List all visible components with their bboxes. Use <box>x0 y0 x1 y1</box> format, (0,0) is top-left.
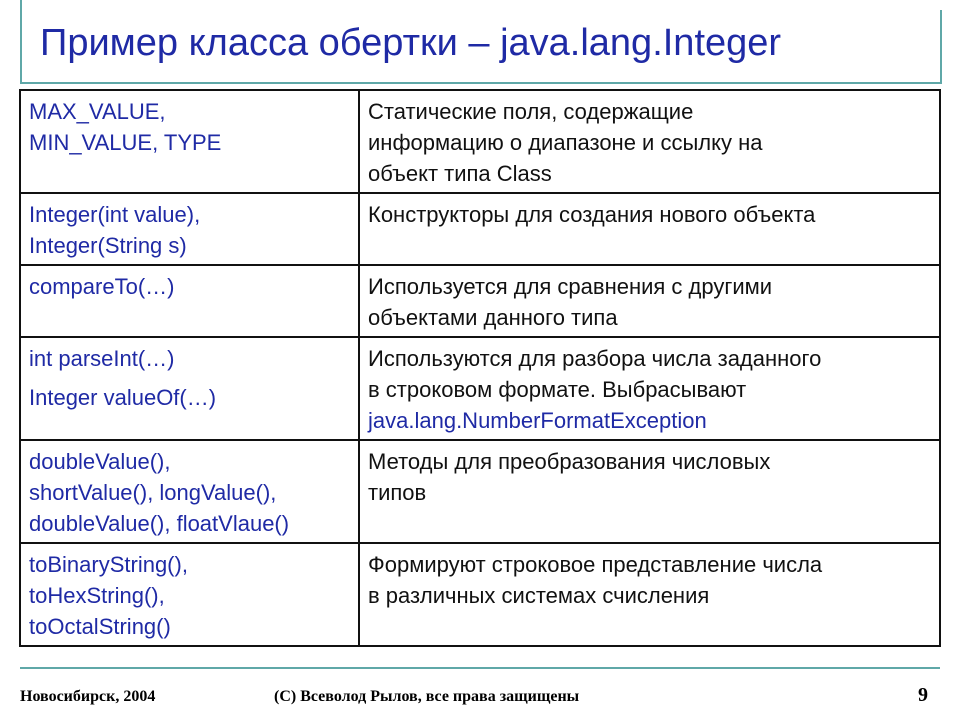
description-cell <box>359 543 940 646</box>
method-cell <box>20 193 359 265</box>
method-line: Integer valueOf(…) <box>29 385 217 410</box>
method-line: toHexString(), <box>29 583 165 608</box>
description-line: Формируют строковое представление числа <box>368 552 823 577</box>
title-underline <box>20 82 940 84</box>
page-number: 9 <box>918 684 928 706</box>
table-row <box>20 337 940 440</box>
description-cell <box>359 440 940 543</box>
method-line: doubleValue(), floatVlaue() <box>29 511 290 536</box>
method-cell <box>20 543 359 646</box>
description-line: объектами данного типа <box>368 305 618 330</box>
method-cell <box>20 440 359 543</box>
exception-name: java.lang.NumberFormatException <box>368 408 707 433</box>
description-cell <box>359 337 940 440</box>
table-row <box>20 265 940 337</box>
method-line: compareTo(…) <box>29 274 175 299</box>
description-line: в строковом формате. Выбрасывают <box>368 377 747 402</box>
description-line: информацию о диапазоне и ссылку на <box>368 130 763 155</box>
footer-copyright: (C) Всеволод Рылов, все права защищены <box>274 688 580 705</box>
description-line: Методы для преобразования числовых <box>368 449 771 474</box>
method-line: doubleValue(), <box>29 449 171 474</box>
slide-title: Пример класса обертки – java.lang.Integer <box>40 22 782 64</box>
description-cell <box>359 265 940 337</box>
description-cell <box>359 90 940 193</box>
method-line: Integer(int value), <box>29 202 201 227</box>
table-row <box>20 193 940 265</box>
table-row <box>20 543 940 646</box>
footer-city-year: Новосибирск, 2004 <box>20 688 156 705</box>
description-line: Конструкторы для создания нового объекта <box>368 202 816 227</box>
description-line: Статические поля, содержащие <box>368 99 694 124</box>
description-line: объект типа Class <box>368 161 552 186</box>
method-cell <box>20 265 359 337</box>
method-cell <box>20 90 359 193</box>
footer-divider <box>20 667 940 669</box>
method-line: toOctalString() <box>29 614 171 639</box>
method-line: toBinaryString(), <box>29 552 188 577</box>
description-line: типов <box>368 480 427 505</box>
method-line: int parseInt(…) <box>29 346 175 371</box>
method-line: MIN_VALUE, TYPE <box>29 130 222 155</box>
description-line: в различных системах счисления <box>368 583 710 608</box>
method-line: MAX_VALUE, <box>29 99 166 124</box>
description-line: Используются для разбора числа заданного <box>368 346 822 371</box>
integer-methods-table <box>19 89 941 647</box>
method-cell <box>20 337 359 440</box>
method-line: shortValue(), longValue(), <box>29 480 277 505</box>
left-accent-line <box>20 0 22 84</box>
description-line: Используется для сравнения с другими <box>368 274 773 299</box>
description-cell <box>359 193 940 265</box>
table-row <box>20 440 940 543</box>
table-row <box>20 90 940 193</box>
method-line: Integer(String s) <box>29 233 187 258</box>
right-accent-line <box>940 10 942 84</box>
